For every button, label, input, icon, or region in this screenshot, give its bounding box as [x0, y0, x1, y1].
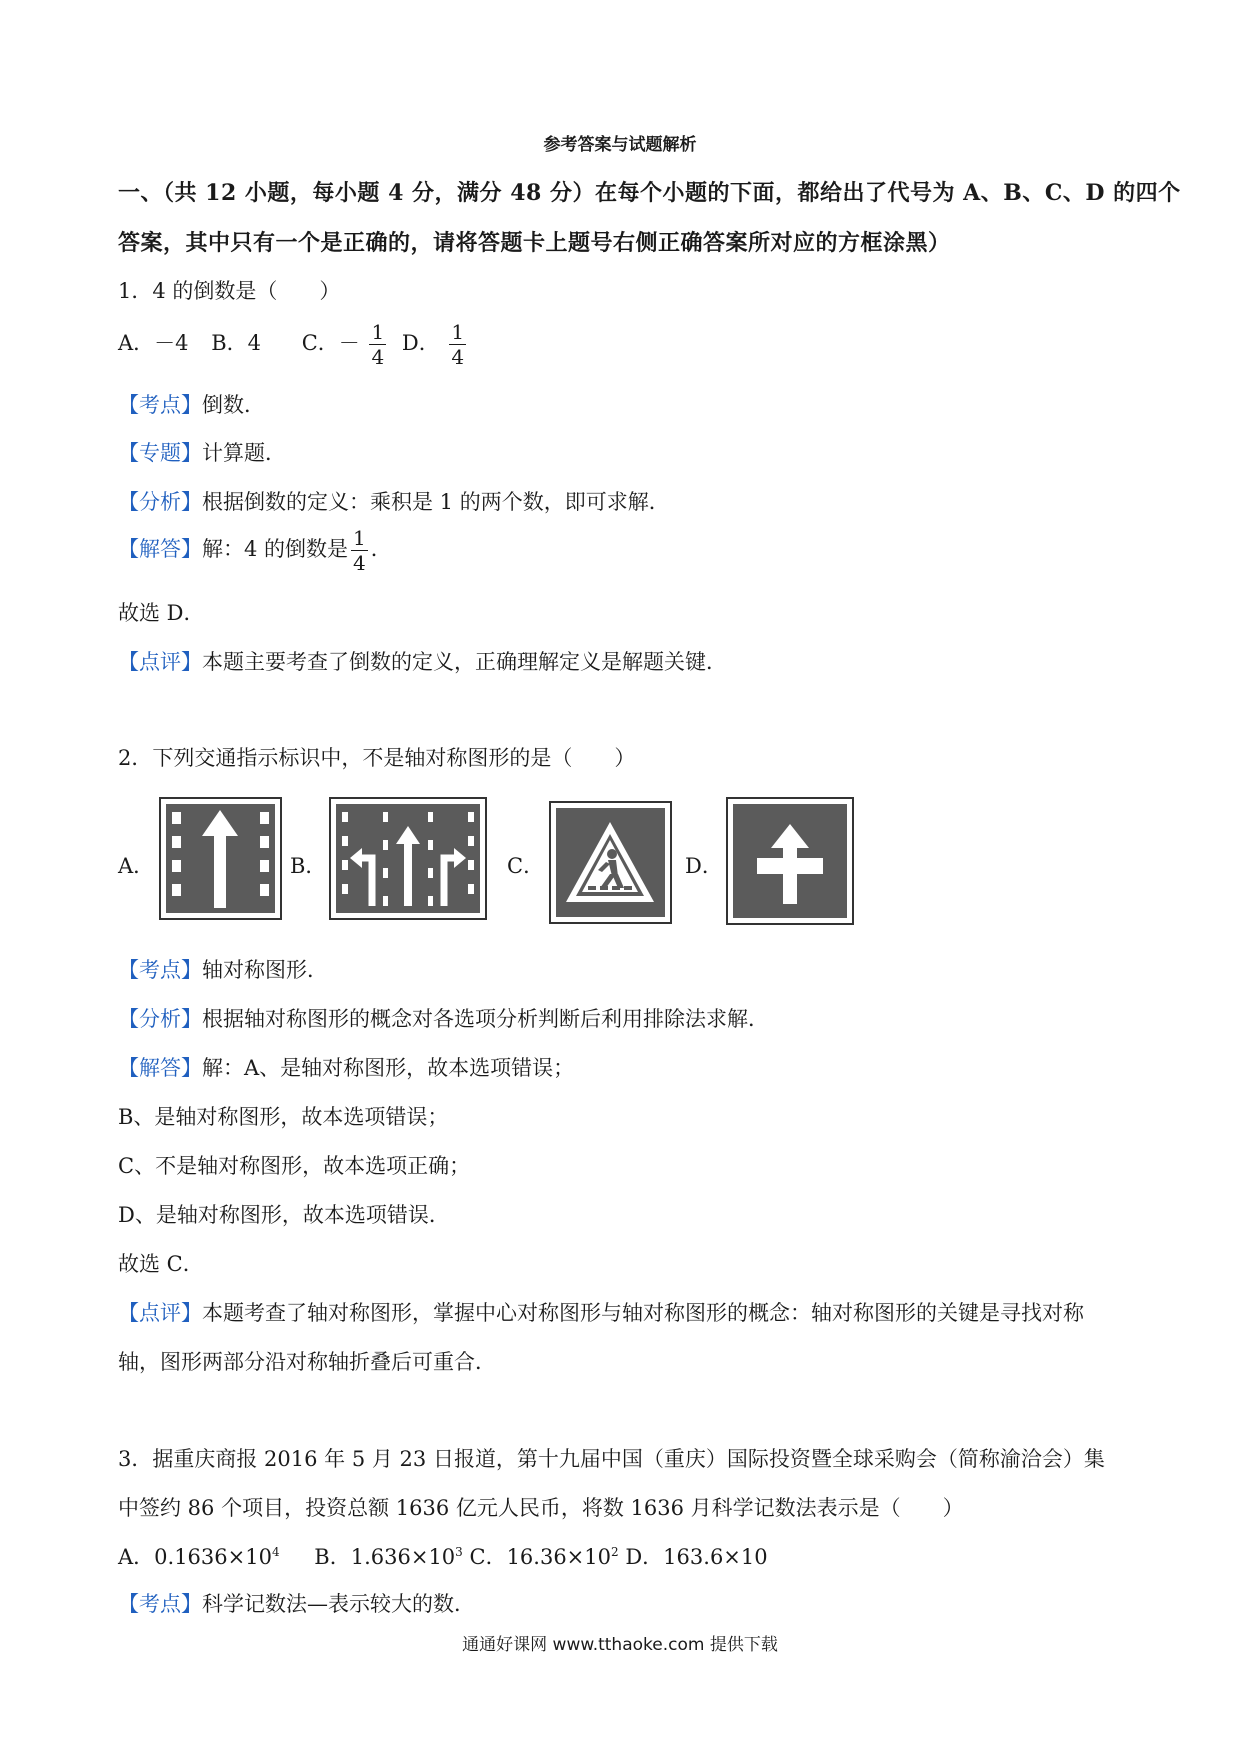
fenxi-tag: 【分析】 — [118, 1007, 202, 1031]
q2-guxuan: 故选 C． — [118, 1252, 204, 1276]
q1-option-d: D． — [401, 331, 440, 355]
page-footer: 通通好课网 www.tthaoke.com 提供下载 — [462, 1635, 778, 1655]
q1-option-d-fraction: $\frac{1}{4}$ — [451, 320, 465, 369]
q2-kaodian: 【考点】轴对称图形． — [118, 958, 328, 982]
zhuanti-tag: 【专题】 — [118, 441, 202, 465]
q2-jieda-c: C、不是轴对称图形，故本选项正确； — [118, 1154, 471, 1178]
q2-jieda-b: B、是轴对称图形，故本选项错误； — [118, 1105, 449, 1129]
q1-jieda-fraction: $\frac{1}{4}$ — [353, 526, 366, 575]
q1-option-c: C．－ — [301, 331, 360, 355]
dianping-tag: 【点评】 — [118, 650, 202, 674]
q1-guxuan: 故选 D． — [118, 601, 205, 625]
q2-option-d: D． — [685, 854, 723, 878]
sign-c-pedestrian-crossing-icon — [548, 800, 673, 925]
q2-option-a: A． — [118, 854, 155, 878]
jieda-tag: 【解答】 — [118, 537, 202, 561]
q1-fenxi: 【分析】根据倒数的定义：乘积是 1 的两个数，即可求解． — [118, 490, 670, 514]
q2-jieda: 【解答】解：A、是轴对称图形，故本选项错误； — [118, 1056, 575, 1080]
q3-options — [118, 1541, 768, 1571]
q3-stem-line2: 中签约 86 个项目，投资总额 1636 亿元人民币，将数 1636 月科学记数法表示是（ ） — [118, 1496, 964, 1520]
q2-stem: 2．下列交通指示标识中，不是轴对称图形的是（ ） — [118, 746, 636, 770]
q1-stem: 1．4 的倒数是（ ） — [118, 279, 341, 303]
q3-option-a: A．$0.1636\times 10^4$ — [118, 1545, 280, 1569]
q1-dianping: 【点评】本题主要考查了倒数的定义，正确理解定义是解题关键． — [118, 650, 727, 674]
sign-d-intersection-cross-icon — [725, 796, 855, 926]
q2-dianping: 【点评】本题考查了轴对称图形，掌握中心对称图形与轴对称图形的概念：轴对称图形的关键是寻找对称 — [118, 1301, 1084, 1325]
q3-kaodian: 【考点】科学记数法—表示较大的数． — [118, 1592, 475, 1616]
q3-option-b: B．$1.636\times 10^3$ — [314, 1545, 463, 1569]
fenxi-tag: 【分析】 — [118, 490, 202, 514]
q3-stem-line1: 3．据重庆商报 2016 年 5 月 23 日报道，第十九届中国（重庆）国际投资暨全球采购会（简称渝洽会）集 — [118, 1447, 1105, 1471]
q2-dianping-line2: 轴，图形两部分沿对称轴折叠后可重合． — [118, 1350, 496, 1374]
q1-option-c-fraction: $\frac{1}{4}$ — [371, 320, 385, 369]
q3-option-c: C．$16.36\times 10^2$ — [469, 1545, 619, 1569]
dianping-tag: 【点评】 — [118, 1301, 202, 1325]
q1-option-a: A．－4 — [118, 331, 189, 355]
q2-option-b: B． — [290, 854, 327, 878]
q1-jieda: 【解答】解：4 的倒数是 $\frac{1}{4}$ ． — [118, 526, 392, 575]
kaodian-tag: 【考点】 — [118, 393, 202, 417]
kaodian-tag: 【考点】 — [118, 958, 202, 982]
section-heading-line2: 答案，其中只有一个是正确的，请将答题卡上题号右侧正确答案所对应的方框涂黑） — [118, 230, 951, 256]
q2-option-c: C． — [507, 854, 545, 878]
sign-b-lane-arrows-icon — [328, 796, 488, 921]
q1-zhuanti: 【专题】计算题． — [118, 441, 286, 465]
q3-option-d: D．163.6×10 — [625, 1545, 768, 1569]
kaodian-tag: 【考点】 — [118, 1592, 202, 1616]
page-title: 参考答案与试题解析 — [543, 135, 697, 155]
jieda-tag: 【解答】 — [118, 1056, 202, 1080]
q2-jieda-d: D、是轴对称图形，故本选项错误． — [118, 1203, 450, 1227]
section-heading-line1: 一、（共 12 小题，每小题 4 分，满分 48 分）在每个小题的下面，都给出了代号为 A、B、C、D 的四个 — [118, 180, 1181, 206]
q1-option-b: B．4 — [211, 331, 262, 355]
q1-kaodian: 【考点】倒数． — [118, 393, 265, 417]
q1-options — [118, 322, 469, 367]
q2-fenxi: 【分析】根据轴对称图形的概念对各选项分析判断后利用排除法求解． — [118, 1007, 769, 1031]
sign-a-straight-arrow-icon — [158, 796, 283, 921]
